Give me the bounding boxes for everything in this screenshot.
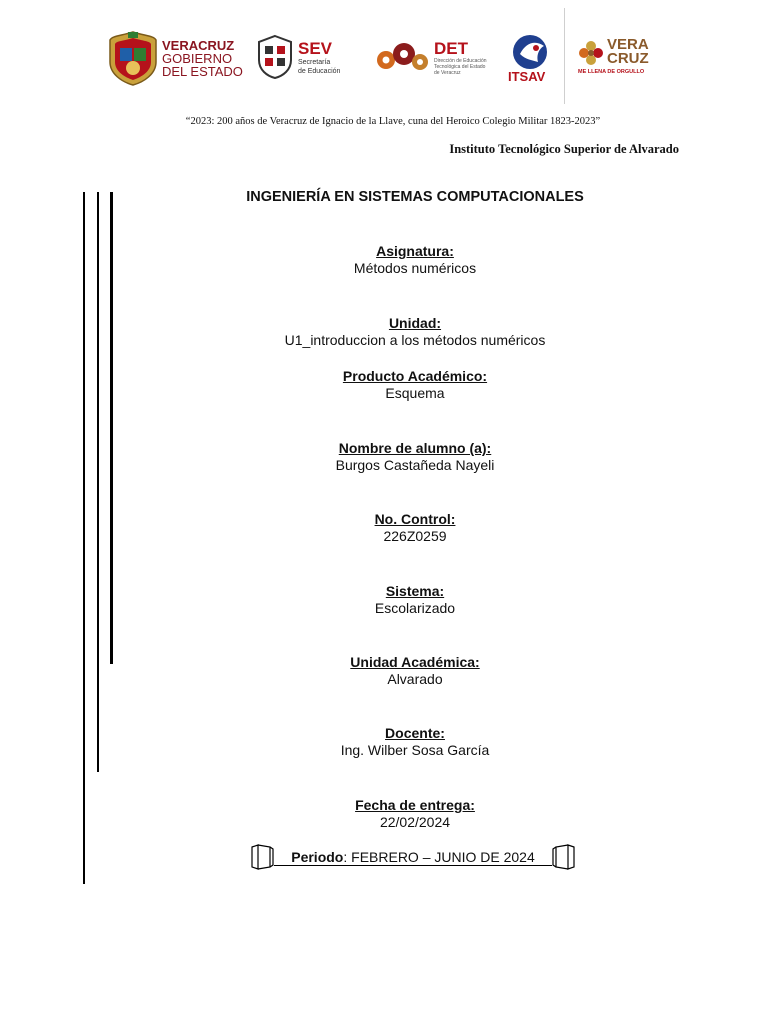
left-scroll-icon xyxy=(250,843,274,871)
unidad-academica-label: Unidad Académica: xyxy=(350,654,480,670)
producto-value: Esquema xyxy=(385,385,445,401)
control-label: No. Control: xyxy=(374,511,456,527)
unidad-academica-value: Alvarado xyxy=(387,671,443,687)
asignatura-value: Métodos numéricos xyxy=(353,260,477,276)
sistema-value: Escolarizado xyxy=(374,600,456,616)
veracruz-gobierno-text-3: DEL ESTADO xyxy=(162,64,243,79)
itsav-emblem-icon xyxy=(510,32,554,72)
field-producto xyxy=(0,368,768,402)
producto-label: Producto Académico: xyxy=(342,368,488,384)
header-logos xyxy=(0,0,768,110)
field-sistema xyxy=(0,583,768,617)
alumno-label: Nombre de alumno (a): xyxy=(338,440,492,456)
det-subtitle-1: Dirección de Educación xyxy=(434,58,487,64)
det-subtitle-2: Tecnológica del Estado xyxy=(434,64,486,70)
itsav-title: ITSAV xyxy=(508,69,546,84)
field-control xyxy=(0,511,768,545)
period-value: : FEBRERO – JUNIO DE 2024 xyxy=(343,849,535,865)
asignatura-label: Asignatura: xyxy=(376,243,454,259)
header-divider xyxy=(564,8,565,104)
veracruz-shield-icon xyxy=(106,30,160,86)
sev-emblem-icon xyxy=(255,34,295,80)
sistema-label: Sistema: xyxy=(385,583,445,599)
field-unidad xyxy=(0,315,768,349)
veracruz-gobierno-text-2: GOBIERNO xyxy=(162,51,233,66)
veracruz-cruz: CRUZ xyxy=(607,50,649,67)
unidad-value: U1_introduccion a los métodos numéricos xyxy=(284,332,546,348)
veracruz-vera: VERA xyxy=(607,36,649,53)
sev-subtitle-2: de Educación xyxy=(298,68,341,75)
veracruz-tagline: ME LLENA DE ORGULLO xyxy=(578,69,645,75)
det-title: DET xyxy=(434,39,468,58)
field-docente xyxy=(0,725,768,759)
commemorative-quote: “2023: 200 años de Veracruz de Ignacio de la Llave, cuna del Heroico Colegio Militar 1823-2023” xyxy=(185,116,601,127)
fecha-label: Fecha de entrega: xyxy=(355,797,475,813)
veracruz-gobierno-text-1: VERACRUZ xyxy=(162,38,235,53)
det-subtitle-3: de Veracruz xyxy=(434,70,461,76)
period-text xyxy=(274,849,552,866)
field-alumno xyxy=(0,440,768,474)
sev-subtitle-1: Secretaría xyxy=(298,59,331,66)
unidad-label: Unidad: xyxy=(388,315,442,331)
control-value: 226Z0259 xyxy=(383,528,447,544)
period-label: Periodo xyxy=(291,849,344,865)
period-banner xyxy=(248,843,578,873)
docente-value: Ing. Wilber Sosa García xyxy=(340,742,490,758)
docente-label: Docente: xyxy=(385,725,445,741)
career-title: INGENIERÍA EN SISTEMAS COMPUTACIONALES xyxy=(246,189,584,205)
field-fecha xyxy=(0,797,768,831)
det-gears-icon xyxy=(374,40,430,76)
field-asignatura xyxy=(0,243,768,277)
right-scroll-icon xyxy=(552,843,576,871)
field-unidad-academica xyxy=(0,654,768,688)
fecha-value: 22/02/2024 xyxy=(379,814,451,830)
institute-name: Instituto Tecnológico Superior de Alvarado xyxy=(449,142,679,156)
alumno-value: Burgos Castañeda Nayeli xyxy=(335,457,495,473)
sev-title: SEV xyxy=(298,39,333,58)
veracruz-flower-icon xyxy=(578,40,604,66)
